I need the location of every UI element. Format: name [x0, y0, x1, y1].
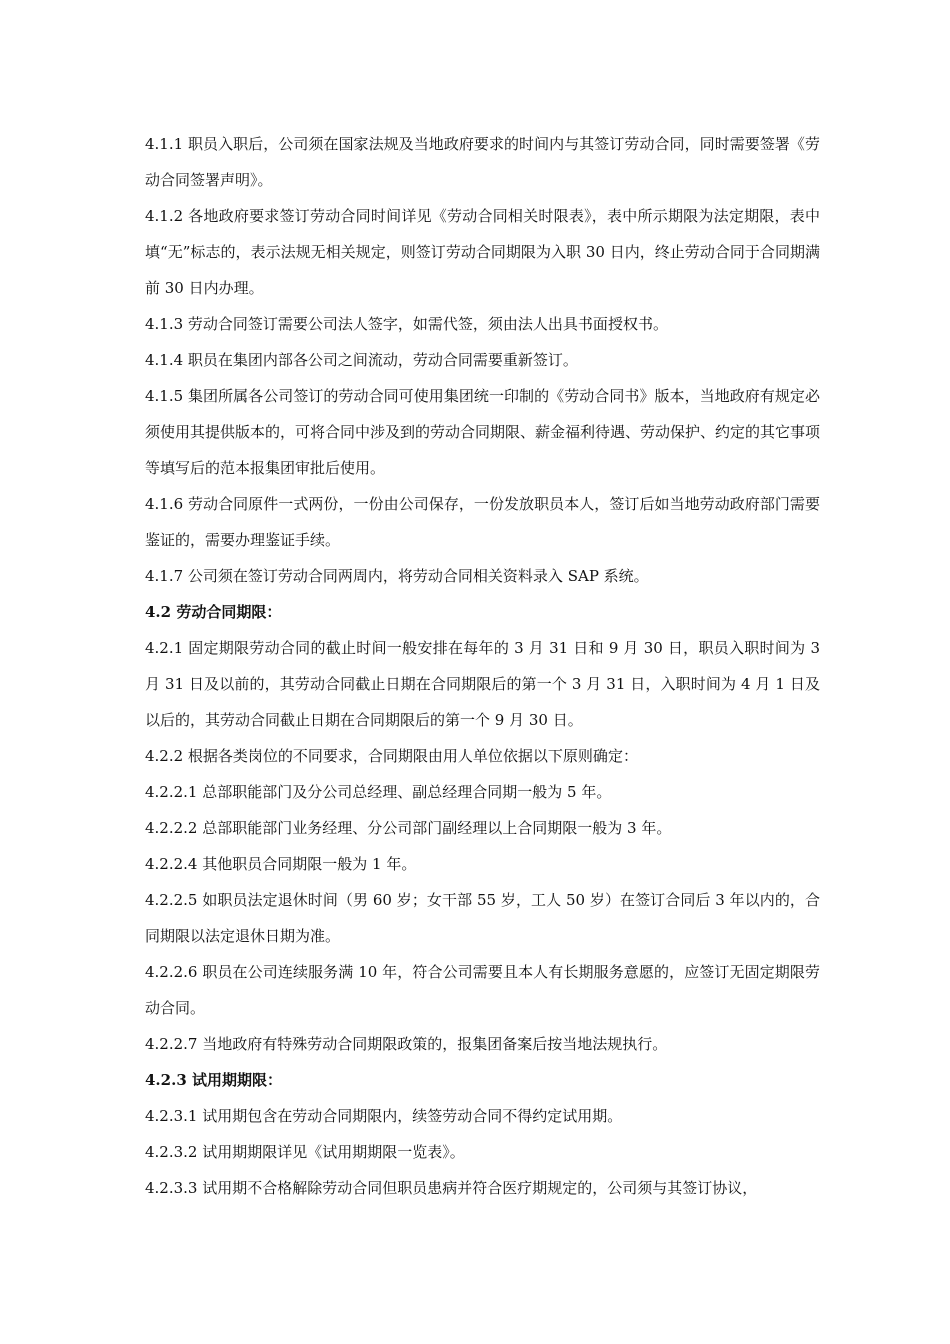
- clause-4-2-1: 4.2.1 固定期限劳动合同的截止时间一般安排在每年的 3 月 31 日和 9 月 30 日，职员入职时间为 3 月 31 日及以前的，其劳动合同截止日期在合同期限后的第一个 3 月 31 日，入职时间为 4 月 1 日及以后的，其劳动合同截止日期在合同期限后的第一个 9 月 30 日。: [145, 639, 820, 729]
- section-heading-4-2-3: 4.2.3 试用期期限：: [145, 1071, 282, 1089]
- document-body: [145, 126, 820, 1206]
- clause-4-2-2-1: 4.2.2.1 总部职能部门及分公司总经理、副总经理合同期一般为 5 年。: [145, 783, 612, 801]
- clause-4-1-7: 4.1.7 公司须在签订劳动合同两周内，将劳动合同相关资料录入 SAP 系统。: [145, 567, 649, 585]
- clause-4-2-3-1: 4.2.3.1 试用期包含在劳动合同期限内，续签劳动合同不得约定试用期。: [145, 1107, 623, 1125]
- clause-4-1-5: 4.1.5 集团所属各公司签订的劳动合同可使用集团统一印制的《劳动合同书》版本，当地政府有规定必须使用其提供版本的，可将合同中涉及到的劳动合同期限、薪金福利待遇、劳动保护、约定的其它事项等填写后的范本报集团审批后使用。: [145, 387, 821, 477]
- clause-4-1-2: 4.1.2 各地政府要求签订劳动合同时间详见《劳动合同相关时限表》，表中所示期限为法定期限，表中填“无”标志的，表示法规无相关规定，则签订劳动合同期限为入职 30 日内，终止劳动合同于合同期满前 30 日内办理。: [145, 207, 820, 297]
- clause-4-2-2: 4.2.2 根据各类岗位的不同要求，合同期限由用人单位依据以下原则确定：: [145, 747, 638, 765]
- clause-4-1-1: 4.1.1 职员入职后，公司须在国家法规及当地政府要求的时间内与其签订劳动合同，同时需要签署《劳动合同签署声明》。: [145, 135, 820, 189]
- clause-4-1-6: 4.1.6 劳动合同原件一式两份，一份由公司保存，一份发放职员本人，签订后如当地劳动政府部门需要鉴证的，需要办理鉴证手续。: [145, 495, 820, 549]
- clause-4-2-2-5: 4.2.2.5 如职员法定退休时间（男 60 岁；女干部 55 岁，工人 50 岁）在签订合同后 3 年以内的，合同期限以法定退休日期为准。: [145, 891, 820, 945]
- clause-4-2-2-2: 4.2.2.2 总部职能部门业务经理、分公司部门副经理以上合同期限一般为 3 年。: [145, 819, 672, 837]
- clause-4-2-3-3: 4.2.3.3 试用期不合格解除劳动合同但职员患病并符合医疗期规定的，公司须与其签订协议，: [145, 1179, 758, 1197]
- clause-4-1-4: 4.1.4 职员在集团内部各公司之间流动，劳动合同需要重新签订。: [145, 351, 578, 369]
- section-heading-4-2: 4.2 劳动合同期限：: [145, 603, 282, 621]
- clause-4-2-2-4: 4.2.2.4 其他职员合同期限一般为 1 年。: [145, 855, 417, 873]
- clause-4-2-2-6: 4.2.2.6 职员在公司连续服务满 10 年，符合公司需要且本人有长期服务意愿的，应签订无固定期限劳动合同。: [145, 963, 820, 1017]
- clause-4-1-3: 4.1.3 劳动合同签订需要公司法人签字，如需代签，须由法人出具书面授权书。: [145, 315, 668, 333]
- clause-4-2-3-2: 4.2.3.2 试用期期限详见《试用期期限一览表》。: [145, 1143, 465, 1161]
- clause-4-2-2-7: 4.2.2.7 当地政府有特殊劳动合同期限政策的，报集团备案后按当地法规执行。: [145, 1035, 668, 1053]
